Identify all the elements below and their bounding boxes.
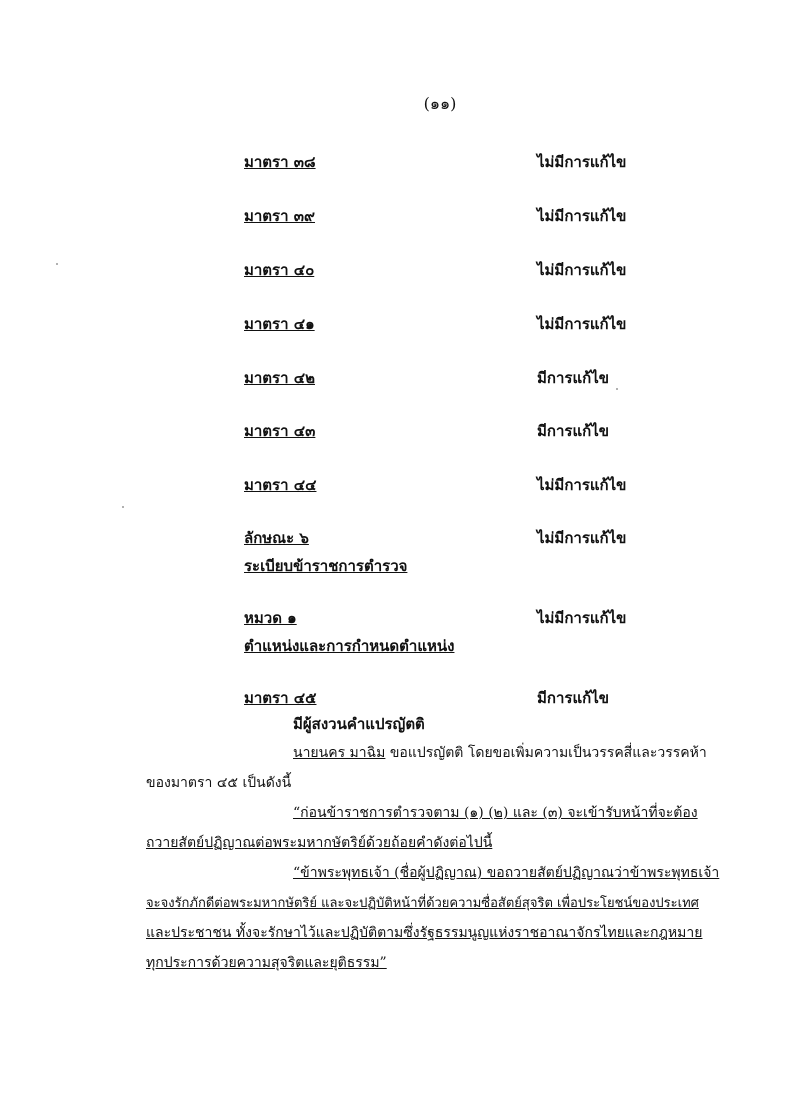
amendment-status: ไม่มีการแก้ไข	[537, 261, 627, 279]
paragraph-text: ขอแปรญัตติ โดยขอเพิ่มความเป็นวรรคสี่และวรรคห้า	[385, 745, 707, 761]
paragraph-line	[293, 742, 707, 764]
section-row	[0, 258, 800, 288]
section-row	[0, 150, 800, 180]
amendment-text-line: “ข้าพระพุทธเจ้า (ชื่อผู้ปฏิญาณ) ขอถวายสัตย์ปฏิญาณว่าข้าพระพุทธเจ้า	[293, 865, 720, 881]
scan-speck	[122, 506, 124, 508]
amendment-text-line: ทุกประการด้วยความสุจริตและยุติธรรม”	[146, 955, 387, 971]
section-label: มาตรา ๔๕	[244, 689, 317, 707]
amendment-status: มีการแก้ไข	[537, 422, 609, 440]
reservation-heading: มีผู้สงวนคำแปรญัตติ	[293, 715, 425, 733]
section-label: มาตรา ๓๘	[244, 153, 316, 171]
scan-speck	[56, 263, 58, 265]
amendment-status: ไม่มีการแก้ไข	[537, 529, 627, 547]
amendment-status: มีการแก้ไข	[537, 369, 609, 387]
member-name: นายนคร มาฉิม	[293, 745, 386, 761]
part-row	[0, 526, 800, 586]
amendment-status: ไม่มีการแก้ไข	[537, 476, 627, 494]
amendment-status: ไม่มีการแก้ไข	[537, 153, 627, 171]
amendment-text-line: จะจงรักภักดีต่อพระมหากษัตริย์ และจะปฏิบัติหน้าที่ด้วยความซื่อสัตย์สุจริต เพื่อประโยชน์ของประเทศ	[146, 896, 699, 911]
section-label: มาตรา ๔๓	[244, 422, 316, 440]
chapter-label: หมวด ๑	[244, 609, 297, 627]
amendment-status: มีการแก้ไข	[537, 689, 609, 707]
section-label: มาตรา ๔๒	[244, 369, 315, 387]
amendment-text-line: และประชาชน ทั้งจะรักษาไว้และปฏิบัติตามซึ่งรัฐธรรมนูญแห่งราชอาณาจักรไทยและกฎหมาย	[146, 925, 703, 941]
section-row	[0, 473, 800, 503]
section-label: มาตรา ๓๙	[244, 207, 315, 225]
chapter-title: ตำแหน่งและการกำหนดตำแหน่ง	[244, 637, 455, 655]
section-label: มาตรา ๔๑	[244, 315, 315, 333]
section-row	[0, 312, 800, 342]
paragraph-line: ของมาตรา ๔๕ เป็นดังนี้	[146, 775, 292, 791]
section-row	[0, 366, 800, 396]
section-row	[0, 419, 800, 449]
section-row	[0, 204, 800, 234]
part-title: ระเบียบข้าราชการตำรวจ	[244, 557, 408, 575]
section-label: มาตรา ๔๐	[244, 261, 315, 279]
part-label: ลักษณะ ๖	[244, 529, 309, 547]
amendment-text-line: “ก่อนข้าราชการตำรวจตาม (๑) (๒) และ (๓) จะเข้ารับหน้าที่จะต้อง	[293, 805, 698, 821]
amendment-status: ไม่มีการแก้ไข	[537, 207, 627, 225]
section-label: มาตรา ๔๔	[244, 476, 317, 494]
scan-speck	[616, 388, 618, 390]
amendment-status: ไม่มีการแก้ไข	[537, 315, 627, 333]
page-number: (๑๑)	[423, 94, 457, 113]
amendment-text-line: ถวายสัตย์ปฏิญาณต่อพระมหากษัตริย์ด้วยถ้อยคำดังต่อไปนี้	[146, 835, 493, 851]
chapter-row	[0, 606, 800, 666]
amendment-status: ไม่มีการแก้ไข	[537, 609, 627, 627]
